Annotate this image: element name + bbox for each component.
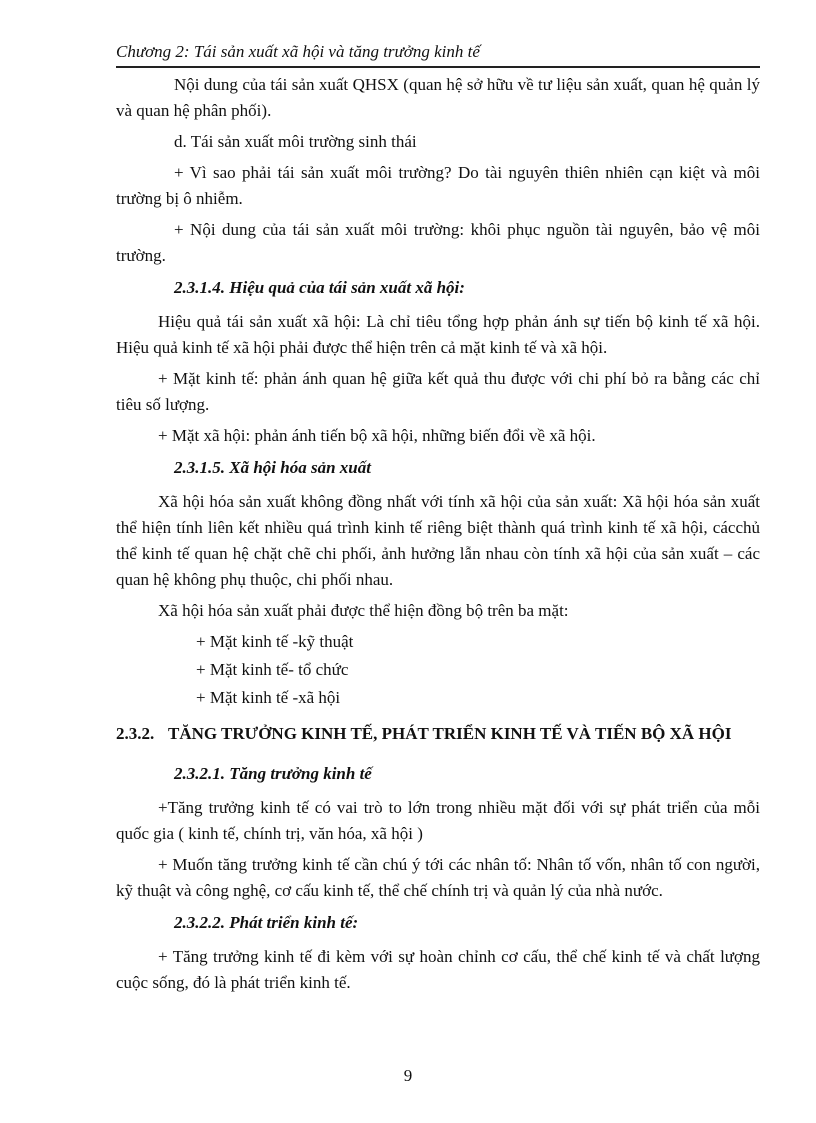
paragraph: Xã hội hóa sản xuất phải được thể hiện đồng bộ trên ba mặt: — [158, 601, 569, 620]
heading-2-3-2 — [116, 719, 760, 749]
paragraph: + Mặt kinh tế: phản ánh quan hệ giữa kết quả thu được với chi phí bỏ ra bằng các chỉ tiêu số lượng. — [116, 369, 760, 414]
paragraph: +Tăng trưởng kinh tế có vai trò to lớn trong nhiều mặt đối với sự phát triển của mỗi quốc gia ( kinh tế, chính trị, văn hóa, xã hội ) — [116, 798, 760, 843]
paragraph: Nội dung của tái sản xuất QHSX (quan hệ sở hữu về tư liệu sản xuất, quan hệ quản lý và quan hệ phân phối). — [116, 75, 760, 120]
page-number: 9 — [403, 1066, 413, 1085]
running-header: Chương 2: Tái sản xuất xã hội và tăng trưởng kinh tế — [116, 40, 760, 68]
paragraph: + Tăng trưởng kinh tế đi kèm với sự hoàn chỉnh cơ cấu, thể chế kinh tế và chất lượng cuộc sống, đó là phát triển kinh tế. — [116, 947, 760, 992]
paragraph: + Nội dung của tái sản xuất môi trường: khôi phục nguồn tài nguyên, bảo vệ môi trường. — [116, 220, 760, 265]
paragraph: d. Tái sản xuất môi trường sinh thái — [174, 132, 417, 151]
list-item: + Mặt kinh tế- tổ chức — [196, 660, 349, 679]
paragraph: Xã hội hóa sản xuất không đồng nhất với tính xã hội của sản xuất: Xã hội hóa sản xuất thể hiện tính liên kết nhiều quá trình kinh tế riêng biệt thành quá trình kinh tế xã hội, cácchủ thể kinh tế quan hệ chặt chẽ chi phối, ảnh hưởng lẫn nhau còn tính xã hội của sản xuất – các quan hệ không phụ thuộc, chi phối nhau. — [116, 492, 760, 589]
page-body — [116, 72, 760, 1001]
heading-2-3-2-2: 2.3.2.2. Phát triển kinh tế: — [174, 913, 359, 932]
heading-2-3-1-4: 2.3.1.4. Hiệu quả của tái sản xuất xã hội: — [174, 278, 465, 297]
paragraph: + Mặt xã hội: phản ánh tiến bộ xã hội, những biến đổi về xã hội. — [158, 426, 596, 445]
paragraph: + Vì sao phải tái sản xuất môi trường? Do tài nguyên thiên nhiên cạn kiệt và môi trường bị ô nhiễm. — [116, 163, 760, 208]
heading-2-3-2-1: 2.3.2.1. Tăng trưởng kinh tế — [174, 764, 372, 783]
heading-text: TĂNG TRƯỞNG KINH TẾ, PHÁT TRIỂN KINH TẾ VÀ TIẾN BỘ XÃ HỘI — [168, 724, 732, 743]
paragraph: Hiệu quả tái sản xuất xã hội: Là chỉ tiêu tổng hợp phản ánh sự tiến bộ kinh tế xã hội. Hiệu quả kinh tế xã hội phải được thể hiện trên cả mặt kinh tế và xã hội. — [116, 312, 760, 357]
list-item: + Mặt kinh tế -kỹ thuật — [196, 632, 354, 651]
list-item: + Mặt kinh tế -xã hội — [196, 688, 341, 707]
heading-2-3-1-5: 2.3.1.5. Xã hội hóa sản xuất — [174, 458, 371, 477]
paragraph: + Muốn tăng trưởng kinh tế cần chú ý tới các nhân tố: Nhân tố vốn, nhân tố con người, kỹ thuật và công nghệ, cơ cấu kinh tế, thể chế chính trị và quản lý của nhà nước. — [116, 855, 760, 900]
heading-number: 2.3.2. — [116, 724, 155, 743]
